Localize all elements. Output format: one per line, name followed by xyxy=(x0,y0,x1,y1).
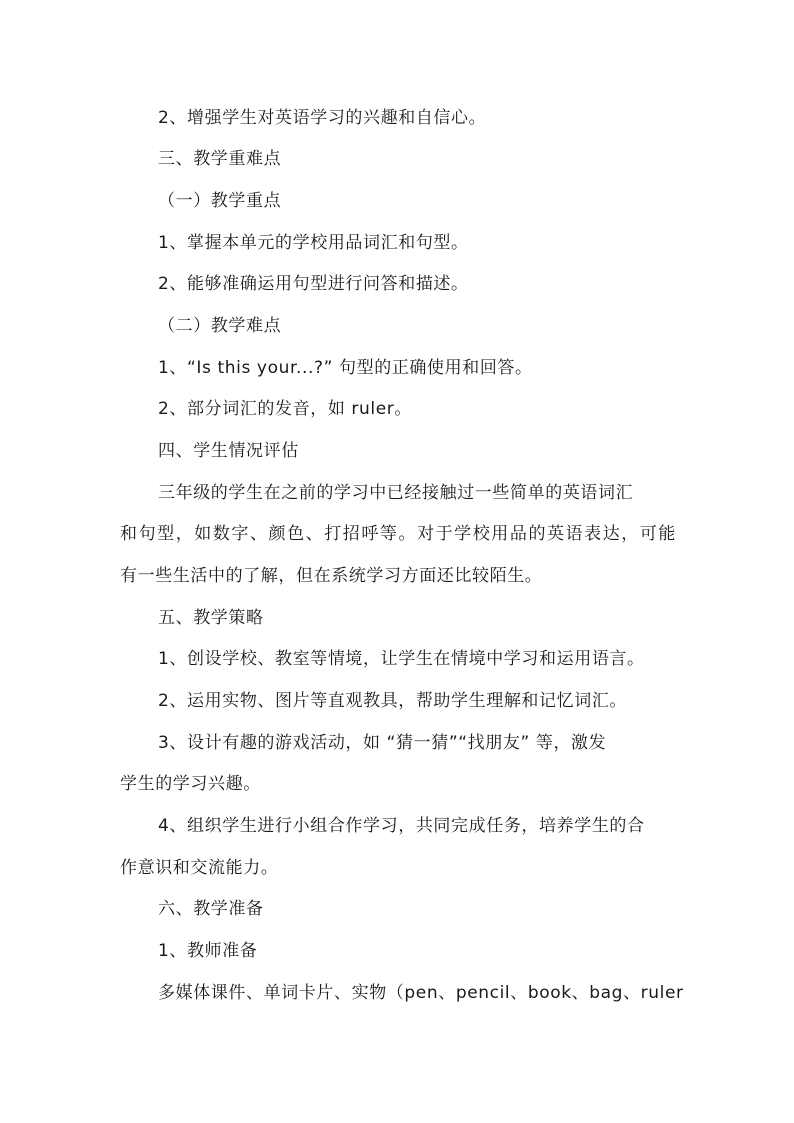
subsection-heading-key-points: （一）教学重点 xyxy=(158,191,282,211)
strategy-item-3-line-2: 学生的学习兴趣。 xyxy=(120,774,261,794)
section-heading-student-assessment: 四、学生情况评估 xyxy=(158,441,299,461)
teacher-preparation-line-1: 多媒体课件、单词卡片、实物（pen、pencil、book、bag、ruler xyxy=(158,983,684,1003)
key-point-item-2: 2、能够准确运用句型进行问答和描述。 xyxy=(158,274,469,294)
subsection-heading-difficult-points: （二）教学难点 xyxy=(158,316,282,336)
section-heading-teaching-preparation: 六、教学准备 xyxy=(158,899,264,919)
section-heading-teaching-strategy: 五、教学策略 xyxy=(158,608,264,628)
preparation-subheading-teacher: 1、教师准备 xyxy=(158,941,258,961)
strategy-item-4-line-2: 作意识和交流能力。 xyxy=(120,858,279,878)
assessment-paragraph-line-3: 有一些生活中的了解，但在系统学习方面还比较陌生。 xyxy=(120,566,543,586)
strategy-item-1: 1、创设学校、教室等情境，让学生在情境中学习和运用语言。 xyxy=(158,649,645,669)
difficult-point-item-2: 2、部分词汇的发音，如 ruler。 xyxy=(158,399,412,419)
assessment-paragraph-line-2: 和句型，如数字、颜色、打招呼等。对于学校用品的英语表达，可能 xyxy=(120,524,676,544)
goal-item-2: 2、增强学生对英语学习的兴趣和自信心。 xyxy=(158,108,487,128)
strategy-item-3-line-1: 3、设计有趣的游戏活动，如 “猜一猜”“找朋友” 等，激发 xyxy=(158,733,607,753)
strategy-item-2: 2、运用实物、图片等直观教具，帮助学生理解和记忆词汇。 xyxy=(158,691,628,711)
difficult-point-item-1: 1、“Is this your...?” 句型的正确使用和回答。 xyxy=(158,358,533,378)
strategy-item-4-line-1: 4、组织学生进行小组合作学习，共同完成任务，培养学生的合 xyxy=(158,816,645,836)
key-point-item-1: 1、掌握本单元的学校用品词汇和句型。 xyxy=(158,233,469,253)
section-heading-key-difficult-points: 三、教学重难点 xyxy=(158,149,282,169)
assessment-paragraph-line-1: 三年级的学生在之前的学习中已经接触过一些简单的英语词汇 xyxy=(158,483,634,503)
